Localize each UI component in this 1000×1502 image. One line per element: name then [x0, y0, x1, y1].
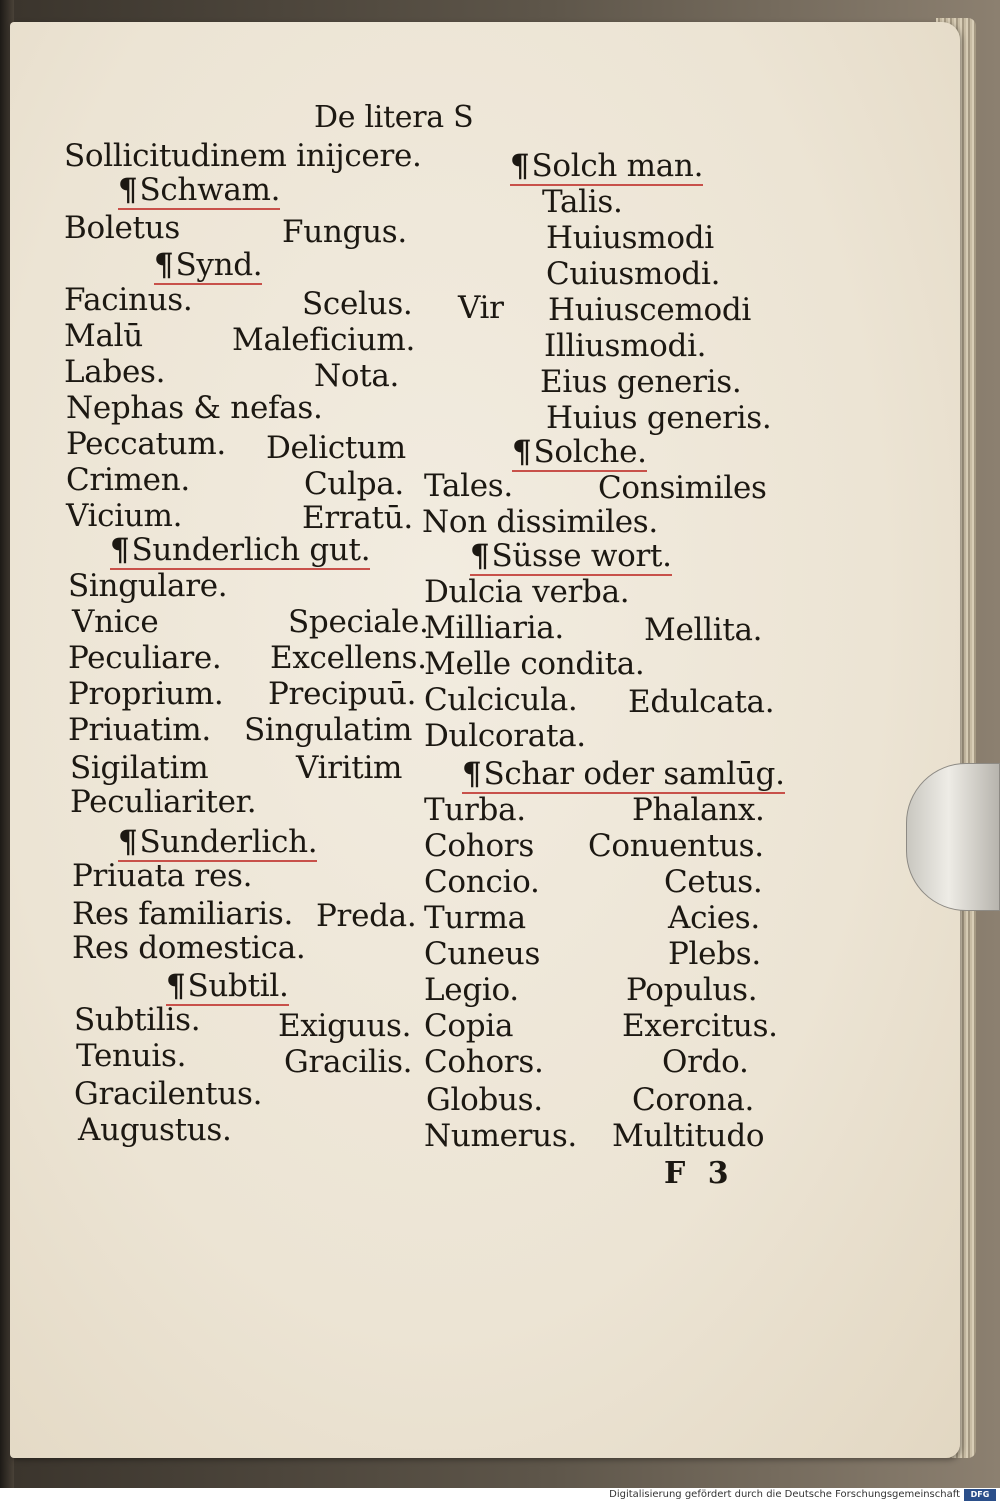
pilcrow-icon: ¶ [166, 968, 186, 1004]
left-line: Crimen. [66, 462, 190, 498]
pilcrow-icon: ¶ [118, 824, 138, 860]
left-line: Proprium. [68, 676, 224, 712]
right-line: Cohors. [424, 1044, 544, 1080]
right-line: Globus. [426, 1082, 543, 1118]
footer-credit: Digitalisierung gefördert durch die Deutsche Forschungsgemeinschaft [609, 1489, 960, 1500]
left-line-right: Scelus. [302, 286, 413, 322]
left-line: Peculiare. [68, 640, 222, 676]
left-line: Tenuis. [76, 1038, 187, 1074]
left-line: Nephas & nefas. [66, 390, 323, 426]
left-line: Labes. [64, 354, 166, 390]
left-line-right: Viritim [296, 750, 403, 786]
left-line: Facinus. [64, 282, 193, 318]
left-line-right: Culpa. [304, 466, 404, 502]
right-line: Concio. [424, 864, 540, 900]
right-line-right: Edulcata. [628, 684, 775, 720]
left-line-right: Preda. [316, 898, 417, 934]
left-line: Peccatum. [66, 426, 226, 462]
right-line: Turba. [424, 792, 526, 828]
right-line: Tales. [424, 468, 513, 504]
left-line: Vicium. [66, 498, 183, 534]
right-line: Numerus. [424, 1118, 577, 1154]
left-line: Priuata res. [72, 858, 253, 894]
left-rubric: ¶Sunderlich. [118, 824, 318, 860]
solch-item: Huiusmodi [546, 220, 714, 256]
left-line: Sollicitudinem inijcere. [64, 138, 422, 174]
pilcrow-icon: ¶ [118, 172, 138, 208]
pilcrow-icon: ¶ [470, 538, 490, 574]
signature-mark: F 3 [664, 1156, 735, 1191]
left-line: Vnice [72, 604, 159, 640]
left-line: Res familiaris. [72, 896, 294, 932]
right-line-right: Cetus. [664, 864, 763, 900]
left-line-right: Gracilis. [284, 1044, 413, 1080]
left-line: Subtilis. [74, 1002, 201, 1038]
solch-item: Huius generis. [546, 400, 772, 436]
pilcrow-icon: ¶ [110, 532, 130, 568]
right-line: Dulcia verba. [424, 574, 630, 610]
right-line: Dulcorata. [424, 718, 586, 754]
solch-item: Cuiusmodi. [546, 256, 721, 292]
right-line-right: Corona. [632, 1082, 755, 1118]
right-line-right: Ordo. [662, 1044, 749, 1080]
left-rubric: ¶Sunderlich gut. [110, 532, 371, 568]
left-line: Res domestica. [72, 930, 306, 966]
right-line-right: Exercitus. [622, 1008, 778, 1044]
right-line-right: Populus. [626, 972, 758, 1008]
right-rubric: ¶Solch man. [510, 148, 704, 184]
footer-bar [0, 1488, 1000, 1502]
solch-item: Huiuscemodi [548, 292, 752, 328]
right-line: Non dissimiles. [422, 504, 658, 540]
pilcrow-icon: ¶ [510, 148, 530, 184]
right-line: Cuneus [424, 936, 541, 972]
left-line-right: Nota. [314, 358, 400, 394]
right-line-right: Plebs. [668, 936, 761, 972]
left-line-right: Maleficium. [232, 322, 416, 358]
left-line-right: Precipuū. [268, 676, 417, 712]
solch-item: Illiusmodi. [544, 328, 707, 364]
solch-item: Talis. [542, 184, 623, 220]
left-line-right: Singulatim [244, 712, 413, 748]
right-line-right: Mellita. [644, 612, 763, 648]
right-line: Milliaria. [424, 610, 564, 646]
left-rubric: ¶Schwam. [118, 172, 281, 208]
left-line: Malū [64, 318, 143, 354]
right-rubric: ¶Süsse wort. [470, 538, 672, 574]
right-rubric: ¶Schar oder samlūg. [462, 756, 785, 792]
right-line: Melle condita. [424, 646, 645, 682]
right-line: Legio. [424, 972, 519, 1008]
solch-item: Eius generis. [540, 364, 742, 400]
right-line: Turma [424, 900, 526, 936]
left-line-right: Delictum [266, 430, 406, 466]
dfg-logo: DFG [964, 1489, 996, 1501]
pilcrow-icon: ¶ [512, 434, 532, 470]
left-line-right: Speciale. [288, 604, 429, 640]
left-rubric: ¶Synd. [154, 247, 263, 283]
left-line: Singulare. [68, 568, 228, 604]
left-line: Gracilentus. [74, 1076, 263, 1112]
right-rubric: ¶Solche. [512, 434, 647, 470]
right-line-right: Phalanx. [632, 792, 765, 828]
left-line-right: Exiguus. [278, 1008, 412, 1044]
page-clip [906, 763, 1000, 911]
left-line: Peculiariter. [70, 784, 257, 820]
running-head: De litera S [314, 100, 474, 135]
right-line: Copia [424, 1008, 514, 1044]
right-line: Cohors [424, 828, 534, 864]
left-line-right: Excellens. [270, 640, 427, 676]
right-line-right: Multitudo [612, 1118, 765, 1154]
left-line: Boletus [64, 210, 180, 246]
right-line-right: Acies. [668, 900, 760, 936]
pilcrow-icon: ¶ [462, 756, 482, 792]
left-line: Priuatim. [68, 712, 211, 748]
left-line-right: Fungus. [282, 214, 407, 250]
right-line-right: Consimiles [598, 470, 767, 506]
left-line: Sigilatim [70, 750, 209, 786]
left-rubric: ¶Subtil. [166, 968, 289, 1004]
right-line: Culcicula. [424, 682, 578, 718]
left-line: Augustus. [78, 1112, 232, 1148]
pilcrow-icon: ¶ [154, 247, 174, 283]
left-line-right: Erratū. [302, 500, 413, 536]
right-line-right: Conuentus. [588, 828, 764, 864]
vir-label: Vir [458, 290, 504, 326]
